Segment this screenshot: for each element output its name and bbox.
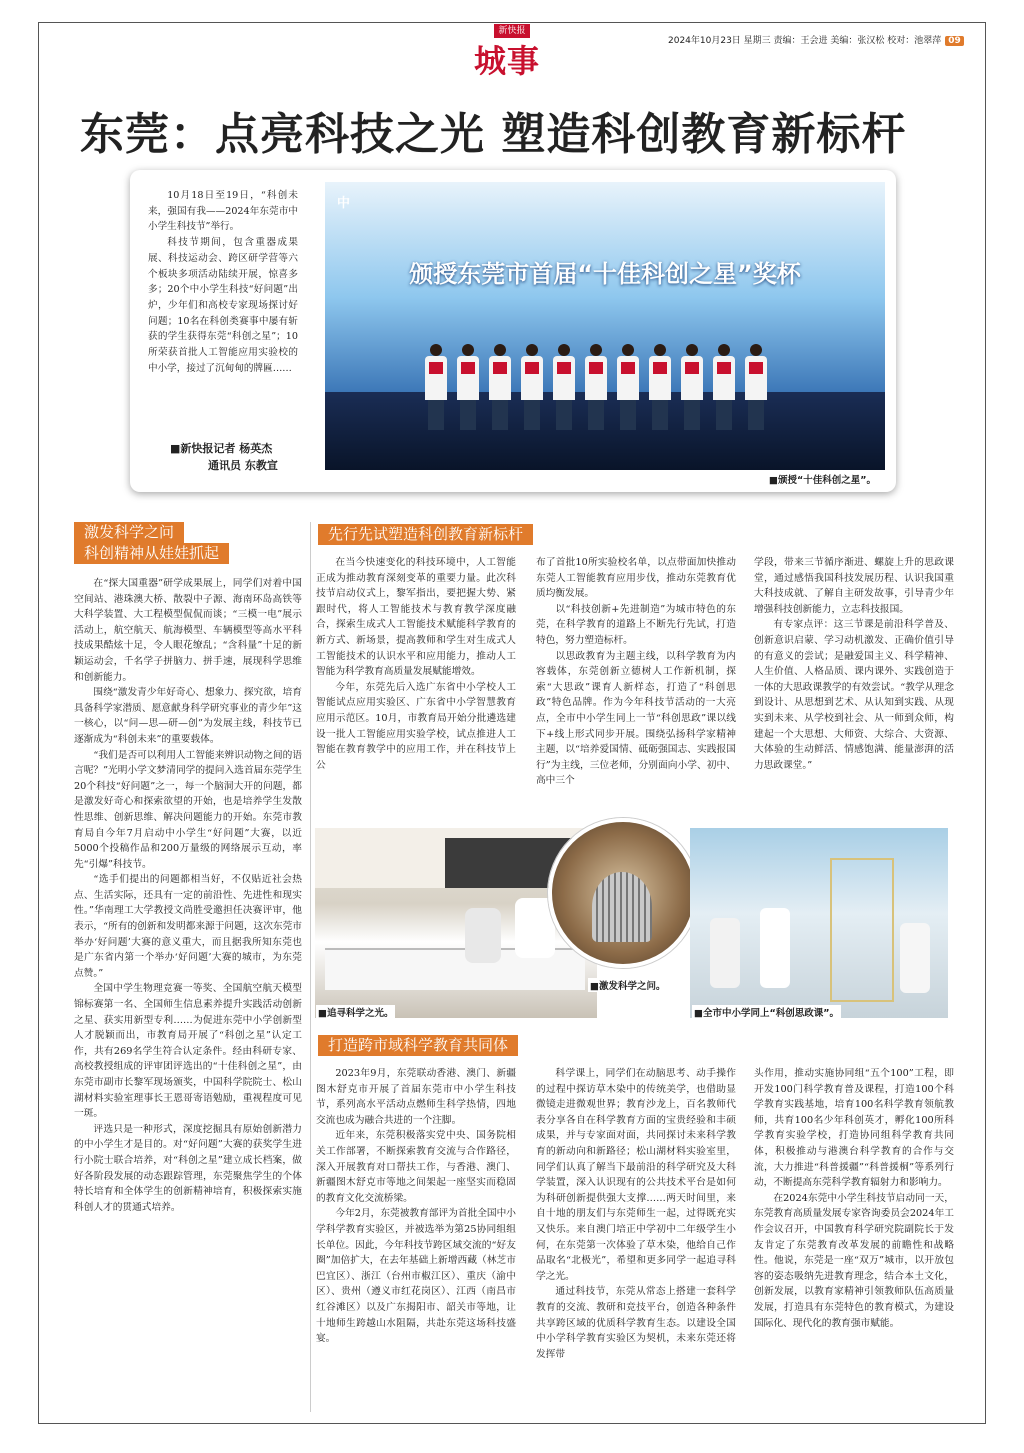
photo-caption-mid: ■激发科学之问。 [588, 978, 667, 992]
award-winner-figure [617, 344, 639, 430]
student-figure [760, 908, 790, 988]
section1-heading-line1: 激发科学之问 [74, 522, 184, 543]
section-title: 城事 [474, 42, 541, 80]
classroom-photo [690, 828, 948, 1018]
paragraph: 今年，东莞先后入选广东省中小学校人工智能试点应用实验区、广东省中小学智慧教育应用示范区。10月，市教育局开始分批遴选建设一批人工智能应用实验学校，试点推进人工智能在教育教学中的应用工作，并在科技节上公 [316, 681, 516, 771]
paragraph: 头作用，推动实施协同组“五个100”工程，即开发100门科学教育普及课程，打造100个科学教育实践基地，培育100名科学教育领航教师，共育100名少年科创英才，孵化100所科学教育实验学校，打造协同组科学教育共同体，积极推动与港澳台科学教育的合作与交流，大力推进“科普援疆”“科普援桐”等系列行动，不断提高东莞科学教育辐射力和影响力。 [754, 1068, 954, 1189]
paragraph: 在2024东莞中小学生科技节启动同一天，东莞教育高质量发展专家咨询委员会2024年工作会议召开，中国教育科学研究院副院长于发友肯定了东莞教育改革发展的前瞻性和战略性。他说，东莞是一座“双万”城市，以开放包容的姿态吸纳先进教育理念，结合本土文化，创新发展，以教育家精神引领教师队伍高质量发展，打造具有东莞特色的教育模式，为建设国际化、现代化的教育强市赋能。 [754, 1192, 954, 1329]
screen-logo: 中 [337, 196, 351, 211]
telescope-photo [548, 818, 698, 968]
paragraph: 全国中学生物理竞赛一等奖、全国航空航天模型锦标赛第一名、全国师生信息素养提升实践活动创新之星、获实用新型专利……为促进东莞中小学创新型人才脱颖而出，市教育局开展了“科创之星”认定工作，共有269名学生符合认定条件。经由科研专家、高校教授组成的评审团评选出的“十佳科创之星”，由东莞市副市长黎军现场颁奖，中国科学院院士、松山湖材料实验室理事长王恩哥寄语勉励，重视程度可见一斑。 [74, 983, 302, 1120]
paragraph: 学段，带来三节循序渐进、螺旋上升的思政课堂，通过感悟我国科技发展历程、认识我国重大科技成就、了解自主研发故事，引导青少年增强科技创新能力，立志科技报国。 [754, 557, 954, 615]
intro-text [148, 188, 298, 376]
tower-model [830, 858, 894, 1002]
paragraph: 有专家点评：这三节课是前沿科学普及、创新意识启蒙、学习动机激发、正确价值引导的有意义的尝试；是融爱国主义、科学精神、人生价值、人格品质、课内课外、实践创造于一体的大思政课教学的有效尝试。“教学从理念到设计、从思想到艺术、从认知到实践、从现实到未来、从学校到社会、从一师到众师，构建起一个大思想、大师资、大综合、大资源、大体验的生动鲜活、情感饱满、能量澎湃的活力思政课堂。” [754, 619, 954, 771]
screen-title: 颁授东莞市首届“十佳科创之星”奖杯 [409, 260, 801, 288]
paragraph: “选手们提出的问题都相当好，不仅贴近社会热点、生活实际，还具有一定的前沿性、先进性和现实性。”华南理工大学教授文尚胜受邀担任决赛评审，他表示，“所有的创新和发明都来源于问题，这次东莞市举办‘好问题’大赛的意义重大，而且据我所知东莞也是广东省内第一个举办‘好问题’大赛的城市，为东莞点赞。” [74, 874, 302, 979]
student-figure [900, 923, 930, 993]
antenna-model [592, 872, 652, 942]
award-winner-figure [745, 344, 767, 430]
paragraph: 围绕“激发青少年好奇心、想象力、探究欲，培育具备科学家潜质、愿意献身科学研究事业的青少年”这一核心，以“问—思—研—创”为发展主线，科技节已逐渐成为“科创未来”的重要载体。 [74, 687, 302, 745]
section2-col-a [316, 555, 516, 773]
date-line [668, 33, 964, 46]
section3-heading: 打造跨市域科学教育共同体 [318, 1035, 518, 1056]
paragraph: 评选只是一种形式，深度挖掘具有原始创新潜力的中小学生才是目的。对“好问题”大赛的获奖学生进行小院士联合培养，对“科创之星”建立成长档案，做好各阶段发展的动态跟踪管理，东莞聚焦学生的个体特长培育和全体学生的创新精神培育，积极探索实施科创人才的贯通式培养。 [74, 1123, 302, 1213]
paragraph: 今年2月，东莞被教育部评为首批全国中小学科学教育实验区，并被选举为第25协同组组长单位。因此，今年科技节跨区域交流的“好友圈”加倍扩大，在去年基础上新增西藏（林芝市巴宜区）、浙江（台州市椒江区）、重庆（渝中区）、贵州（遵义市红花岗区）、江西（南昌市红谷滩区）以及广东揭阳市、韶关市等地，让十地师生跨越山水阻隔，共赴东莞这场科技盛宴。 [316, 1208, 516, 1345]
award-winner-figure [489, 344, 511, 430]
page-number: 09 [945, 36, 964, 46]
student-figure [710, 918, 740, 988]
paragraph: 以“科技创新+先进制造”为城市特色的东莞，在科学教育的道路上不断先行先试，打造特色，努力塑造标杆。 [536, 603, 736, 646]
intro-paragraph: 10月18日至19日，“科创未来，强国有我——2024年东莞市中小学生科技节”举行。 [148, 190, 298, 233]
paragraph: 布了首批10所实验校名单，以点带面加快推动东莞人工智能教育应用步伐，推动东莞教育优质均衡发展。 [536, 557, 736, 600]
award-winner-figure [649, 344, 671, 430]
paragraph: 在“探大国重器”研学成果展上，同学们对着中国空间站、港珠澳大桥、散裂中子源、海南环岛高铁等大科学装置、大工程模型侃侃而谈；“三模一电”展示活动上，航空航天、航海模型、车辆模型等高水平科技成果酷炫十足，令人眼花缭乱；“含科量”十足的新颖运动会，千名学子拼脑力、拼手速，展现科学思维和创新能力。 [74, 578, 302, 683]
paragraph: 通过科技节，东莞从常态上搭建一套科学教育的交流、教研和竞技平台，创造各种条件共享跨区域的优质科学教育生态。以建设全国中小学科学教育实验区为契机，未来东莞还将发挥带 [536, 1286, 736, 1360]
award-winner-figure [553, 344, 575, 430]
award-winner-figure [521, 344, 543, 430]
date-credit-text: 2024年10月23日 星期三 责编：王会进 美编：张汉松 校对：池翠萍 [668, 36, 942, 46]
teacher-figure [465, 908, 501, 963]
paragraph: 2023年9月，东莞联动香港、澳门、新疆图木舒克市开展了首届东莞市中小学生科技节，系列高水平活动点燃师生科学热情，四地交流也成为融合共进的一个注脚。 [316, 1068, 516, 1126]
section3-col-c [754, 1066, 954, 1331]
photo-caption-left: ■追寻科学之光。 [316, 1005, 395, 1019]
byline-correspondent: 通讯员 东教宣 [208, 459, 278, 472]
award-winner-figure [681, 344, 703, 430]
hero-caption: ■颁授“十佳科创之星”。 [767, 472, 878, 486]
section1-body [74, 576, 302, 1215]
section3-col-b [536, 1066, 736, 1362]
paragraph: 在当今快速变化的科技环境中，人工智能正成为推动教育深刻变革的重要力量。此次科技节启动仪式上，黎军指出，要把握大势、紧跟时代，将人工智能技术与教育教学深度融合，探索生成式人工智能技术赋能科学教育的新方式、新场景，提高教师和学生对生成式人工智能技术的认识水平和应用能力，推动人工智能为科学教育高质量发展赋能增效。 [316, 557, 516, 678]
byline-reporter: ■新快报记者 杨英杰 [170, 442, 273, 455]
section2-col-b [536, 555, 736, 789]
headline: 东莞：点亮科技之光 塑造科创教育新标杆 [80, 109, 907, 160]
intro-paragraph: 科技节期间，包含重器成果展、科技运动会、跨区研学营等六个板块多项活动陆续开展，惊喜多多；20个中小学生科技“好问题”出炉，少年们和高校专家现场探讨好问题；10名在科创类赛事中屡有斩获的学生获得东莞“科创之星”；10所荣获首批人工智能应用实验校的中小学，接过了沉甸甸的牌匾…… [148, 237, 298, 374]
section2-heading: 先行先试塑造科创教育新标杆 [318, 524, 533, 545]
paragraph: 以思政教育为主题主线，以科学教育为内容载体，东莞创新立德树人工作新机制，探索“大思政”课育人新样态，打造了“科创思政”特色品牌。作为今年科技节活动的一大亮点，全市中小学生同上一节“科创思政”课以线下+线上形式同步开展。围绕弘扬科学家精神主题，以“培养爱国情、砥砺强国志、实践报国行”为主线，三位老师，分别面向小学、初中、高中三个 [536, 650, 736, 787]
paragraph: “我们是否可以利用人工智能来辨识动物之间的语言呢？”光明小学文梦清同学的提问入选首届东莞学生20个科技“好问题”之一，每一个脑洞大开的问题，都是激发好奇心和探索欲望的开始，也是培养学生发散性思维、创新思维、解决问题能力的开始。东莞市教育局自今年7月启动中小学生“好问题”大赛，以近5000个投稿作品和200万量级的网络展示互动，率先“引爆”科技节。 [74, 749, 302, 870]
section2-col-c [754, 555, 954, 773]
section3-col-a [316, 1066, 516, 1347]
award-winner-figure [457, 344, 479, 430]
paragraph: 近年来，东莞积极落实党中央、国务院相关工作部署，不断探索教育交流与合作路径，深入开展教育对口帮扶工作，与香港、澳门、新疆图木舒克市等地之间架起一座坚实而稳固的教育文化交流桥梁。 [316, 1130, 516, 1204]
byline [170, 440, 278, 474]
paragraph: 科学课上，同学们在动脑思考、动手操作的过程中探访草木染中的传统美学，也借助显微镜走进微观世界；教育沙龙上，百名教师代表分享各自在科学教育方面的宝贵经验和丰硕成果，并与专家面对面，共同探讨未来科学教育的新动向和新路径；松山湖材料实验室里，同学们认真了解当下最前沿的科学研究及大科学装置，深入认识现有的公共技术平台是如何为科研创新提供强大支撑……两天时间里，来自十地的朋友们与东莞师生一起，过得既充实又快乐。来自澳门培正中学初中二年级学生小何，在东莞第一次体验了草木染，他给自己作品取名“北极光”，希望和更多同学一起追寻科学之光。 [536, 1068, 736, 1282]
newspaper-badge: 新快报 [494, 24, 530, 38]
award-winner-figure [425, 344, 447, 430]
photo-caption-right: ■全市中小学同上“科创思政课”。 [692, 1005, 841, 1019]
award-winner-figure [585, 344, 607, 430]
section1-heading-line2: 科创精神从娃娃抓起 [74, 543, 229, 564]
hero-photo [325, 182, 885, 470]
column-divider [310, 522, 311, 1412]
award-winner-figure [713, 344, 735, 430]
